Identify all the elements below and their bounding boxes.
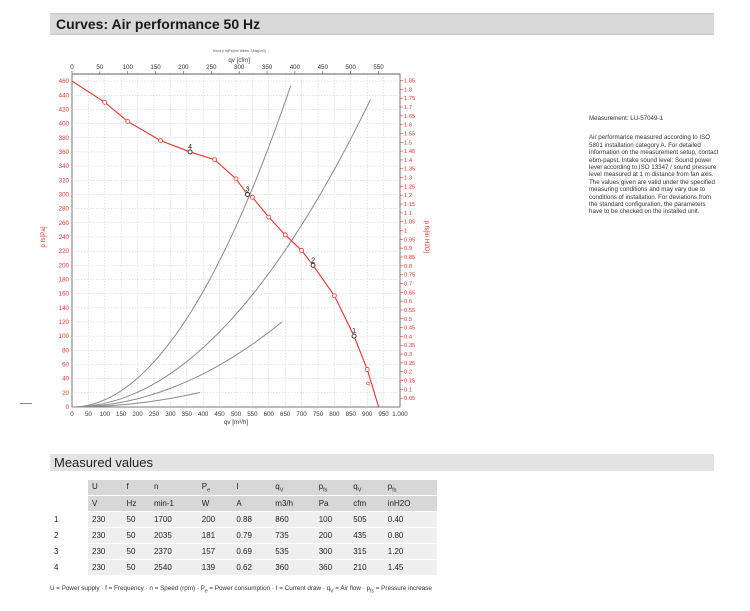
table-cell: 100 [315,512,350,528]
x-tick-label: 900 [362,411,373,418]
top-tick-label: 50 [96,64,104,71]
right-tick-label: 1.65 [404,113,416,120]
measured-values-header [50,454,714,471]
chart-small-label: Druck p fs[Pa] bei Winter 1,Msg/m3] [212,49,266,53]
table-cell: 0.69 [232,544,271,560]
table-cell: 735 [271,528,314,544]
table-cell: 50 [123,528,150,544]
operating-point-label: 2 [311,257,316,265]
y-tick-label: 60 [62,361,69,369]
x-tick-label: 400 [198,411,209,418]
measured-values-table [50,480,437,576]
unit-cell: Pa [315,496,350,512]
y-tick-label: 200 [58,262,69,270]
right-tick-label: 0.1 [404,387,413,394]
table-cell: 0.62 [232,560,271,576]
right-tick-label: 0.45 [404,325,416,332]
table-cell: 360 [271,560,314,576]
unit-cell: min-1 [150,496,198,512]
row-index: 2 [50,528,88,544]
y-tick-label: 440 [58,92,69,100]
right-tick-label: 1.4 [404,157,413,164]
table-cell: 2540 [150,560,198,576]
unit-cell: inH2O [384,496,437,512]
table-cell: 315 [349,544,384,560]
right-tick-label: 1.75 [404,96,416,103]
legend-footnote: U = Power supply · f = Frequency · n = Speed $(rpm) \cdot P_e$ = Power consumption · I = Current draw · $q_V$ = Air flow · $p_{fs}$ = Pressure increase [50,585,432,595]
x-tick-label: 100 [99,411,110,418]
right-tick-label: 1.2 [404,193,413,200]
x-tick-label: 600 [263,411,274,418]
measured-values-title: Measured values [54,455,153,470]
right-tick-label: 0.2 [404,369,413,376]
table-row [50,560,437,576]
right-tick-label: 1 [404,228,408,235]
fan-curve-point [267,215,271,219]
y-tick-label: 460 [58,78,69,86]
top-tick-label: 300 [234,64,245,71]
unit-cell: W [198,496,233,512]
right-tick-label: 0.85 [404,254,416,261]
x-tick-label: 150 [116,411,127,418]
table-row [50,512,437,528]
table-cell: 300 [315,544,350,560]
col-header-pfs-inh2o: $p_{fs}$ [384,480,437,496]
top-tick-label: 550 [373,64,384,71]
y-tick-label: 20 [62,389,69,397]
table-cell: 230 [88,528,123,544]
right-tick-label: 1.15 [404,202,416,209]
right-tick-label: 0.55 [404,307,416,314]
right-tick-label: 0.7 [404,281,413,288]
table-cell: 535 [271,544,314,560]
top-tick-label: 350 [261,64,273,71]
row-index: 4 [50,560,88,576]
right-tick-label: 1.3 [404,175,413,182]
top-tick-label: 100 [122,64,133,71]
table-cell: 1.20 [384,544,437,560]
row-index: 3 [50,544,88,560]
table-cell: 230 [88,544,123,560]
table-cell: 230 [88,512,123,528]
x-tick-label: 650 [280,411,291,418]
fan-curve-point [159,139,163,143]
row-index: 1 [50,512,88,528]
table-cell: 50 [123,512,150,528]
right-tick-label: 0.8 [404,263,413,270]
col-header-u: U [88,480,123,496]
table-units-corner [50,496,88,512]
y-tick-label: 260 [58,219,69,227]
right-tick-label: 0.65 [404,290,416,297]
right-tick-label: 0.75 [404,272,416,279]
operating-point-label: 1 [352,328,357,336]
x-tick-label: 350 [181,411,192,418]
col-header-pfs: $p_{fs}$ [315,480,350,496]
table-header-row [50,480,437,496]
x-tick-label: 50 [84,411,92,418]
y-tick-label: 240 [58,233,69,241]
air-performance-chart [0,40,430,426]
y-tick-label: 340 [58,163,69,171]
y-tick-label: 140 [58,304,69,312]
table-cell: 50 [123,544,150,560]
unit-cell: cfm [349,496,384,512]
y-tick-label: 420 [58,106,69,114]
fan-curve-point [300,248,304,252]
x-tick-label: 800 [329,411,340,418]
fan-curve-label: p [364,380,372,387]
right-tick-label: 1.8 [404,87,413,94]
table-units-row [50,496,437,512]
col-header-f: f [123,480,150,496]
table-cell: 2370 [150,544,198,560]
x-axis-label: qv [m³/h] [223,419,249,426]
x-tick-label: 0 [70,411,74,418]
right-tick-label: 0.25 [404,360,416,367]
right-tick-label: 1.35 [404,166,416,173]
right-tick-label: 0.5 [404,316,413,323]
col-header-qv-cfm: $q_V$ [349,480,384,496]
table-cell: 230 [88,560,123,576]
table-cell: 181 [198,528,233,544]
page-title: Curves: Air performance 50 Hz [56,16,261,32]
x-tick-label: 700 [296,411,307,418]
top-tick-label: 450 [317,64,328,71]
unit-cell: A [232,496,271,512]
unit-cell: m3/h [271,496,314,512]
top-tick-label: 0 [70,64,74,71]
notes-panel [589,115,719,216]
table-cell: 360 [315,560,350,576]
col-header-n: n [150,480,198,496]
table-cell: 139 [198,560,233,576]
fan-curve-point [283,233,287,237]
table-cell: 1.45 [384,560,437,576]
unit-cell: V [88,496,123,512]
measurement-notes: Air performance measured according to ISO 5801 installation category A. For detailed information on the measurement setup, contact ebm-papst. Intake sound level: Sound power level according to ISO 13347 / sound pressure level measured at 1 m distance from fan axis. The values given are valid under the specified measuring conditions and may vary due to conditions of installation. For deviations from the standard configuration, the parameters have to be checked on the installed unit. [589,134,719,216]
y-tick-label: 220 [58,248,69,256]
y-tick-label: 180 [58,276,69,284]
table-cell: 0.40 [384,512,437,528]
x-tick-label: 250 [148,411,160,418]
y-tick-label: 120 [58,318,69,326]
y-tick-label: 320 [58,177,69,185]
top-tick-label: 400 [289,64,301,71]
top-tick-label: 150 [150,64,161,71]
y-tick-label: 40 [62,375,69,383]
y-tick-label: 300 [58,191,69,199]
right-tick-label: 1.45 [404,149,416,156]
right-tick-label: 1.05 [404,219,416,226]
y-axis-label-right: p fs[in H2O] [423,220,430,254]
col-header-pe: $P_e$ [198,480,233,496]
unit-cell: Hz [123,496,150,512]
table-row [50,528,437,544]
fan-curve-point [332,294,336,298]
right-tick-label: 0.15 [404,378,416,385]
table-row [50,544,437,560]
table-cell: 200 [315,528,350,544]
y-tick-label: 380 [58,134,69,142]
x-tick-label: 750 [312,411,324,418]
y-tick-label: 80 [62,347,69,355]
table-cell: 200 [198,512,233,528]
x-tick-label: 1.000 [392,411,408,418]
table-cell: 50 [123,560,150,576]
x-tick-label: 550 [247,411,258,418]
right-tick-label: 0.6 [404,299,413,306]
y-tick-label: 280 [58,205,69,213]
x-tick-label: 300 [165,411,176,418]
col-header-qv: $q_V$ [271,480,314,496]
x-tick-label: 450 [214,411,225,418]
right-tick-label: 0.3 [404,352,413,359]
x-tick-label: 850 [345,411,356,418]
top-axis-label: qv [cfm] [228,57,251,64]
top-tick-label: 500 [345,64,356,71]
y-tick-label: 100 [58,333,69,341]
right-tick-label: 0.95 [404,237,416,244]
top-tick-label: 200 [178,64,189,71]
operating-point-label: 3 [245,186,250,194]
y-tick-label: 400 [58,120,69,128]
y-axis-label: p fs[Pa] [40,226,47,248]
table-cell: 2035 [150,528,198,544]
divider-mark [20,403,32,404]
fan-curve-point [234,177,238,181]
y-tick-label: 160 [58,290,69,298]
table-cell: 0.79 [232,528,271,544]
right-tick-label: 0.4 [404,334,413,341]
fan-curve-point [126,119,130,123]
fan-curve-point [365,367,369,371]
header-bar [50,13,714,35]
operating-point-label: 4 [188,143,193,151]
table-cell: 0.80 [384,528,437,544]
fan-curve-point [103,100,107,104]
table-cell: 435 [349,528,384,544]
right-tick-label: 1.1 [404,210,413,217]
table-cell: 210 [349,560,384,576]
table-cell: 860 [271,512,314,528]
col-header-i: I [232,480,271,496]
y-tick-label: 360 [58,148,69,156]
table-cell: 1700 [150,512,198,528]
right-tick-label: 1.6 [404,122,413,129]
right-tick-label: 1.85 [404,78,416,85]
x-tick-label: 500 [230,411,242,418]
right-tick-label: 0.05 [404,396,416,403]
table-cell: 0.88 [232,512,271,528]
y-tick-label: 0 [65,404,69,411]
table-cell: 505 [349,512,384,528]
fan-curve-point [213,158,217,162]
x-tick-label: 200 [132,411,143,418]
right-tick-label: 1.25 [404,184,416,191]
fan-curve-point [250,195,254,199]
right-tick-label: 1.5 [404,140,413,147]
top-tick-label: 250 [206,64,217,71]
table-corner [50,480,88,496]
right-tick-label: 1.7 [404,104,413,111]
measurement-id: Measurement: LU-57049-1 [589,115,663,122]
table-cell: 157 [198,544,233,560]
right-tick-label: 0.35 [404,343,416,350]
right-tick-label: 0.9 [404,246,413,253]
right-tick-label: 1.55 [404,131,416,138]
x-tick-label: 950 [378,411,389,418]
